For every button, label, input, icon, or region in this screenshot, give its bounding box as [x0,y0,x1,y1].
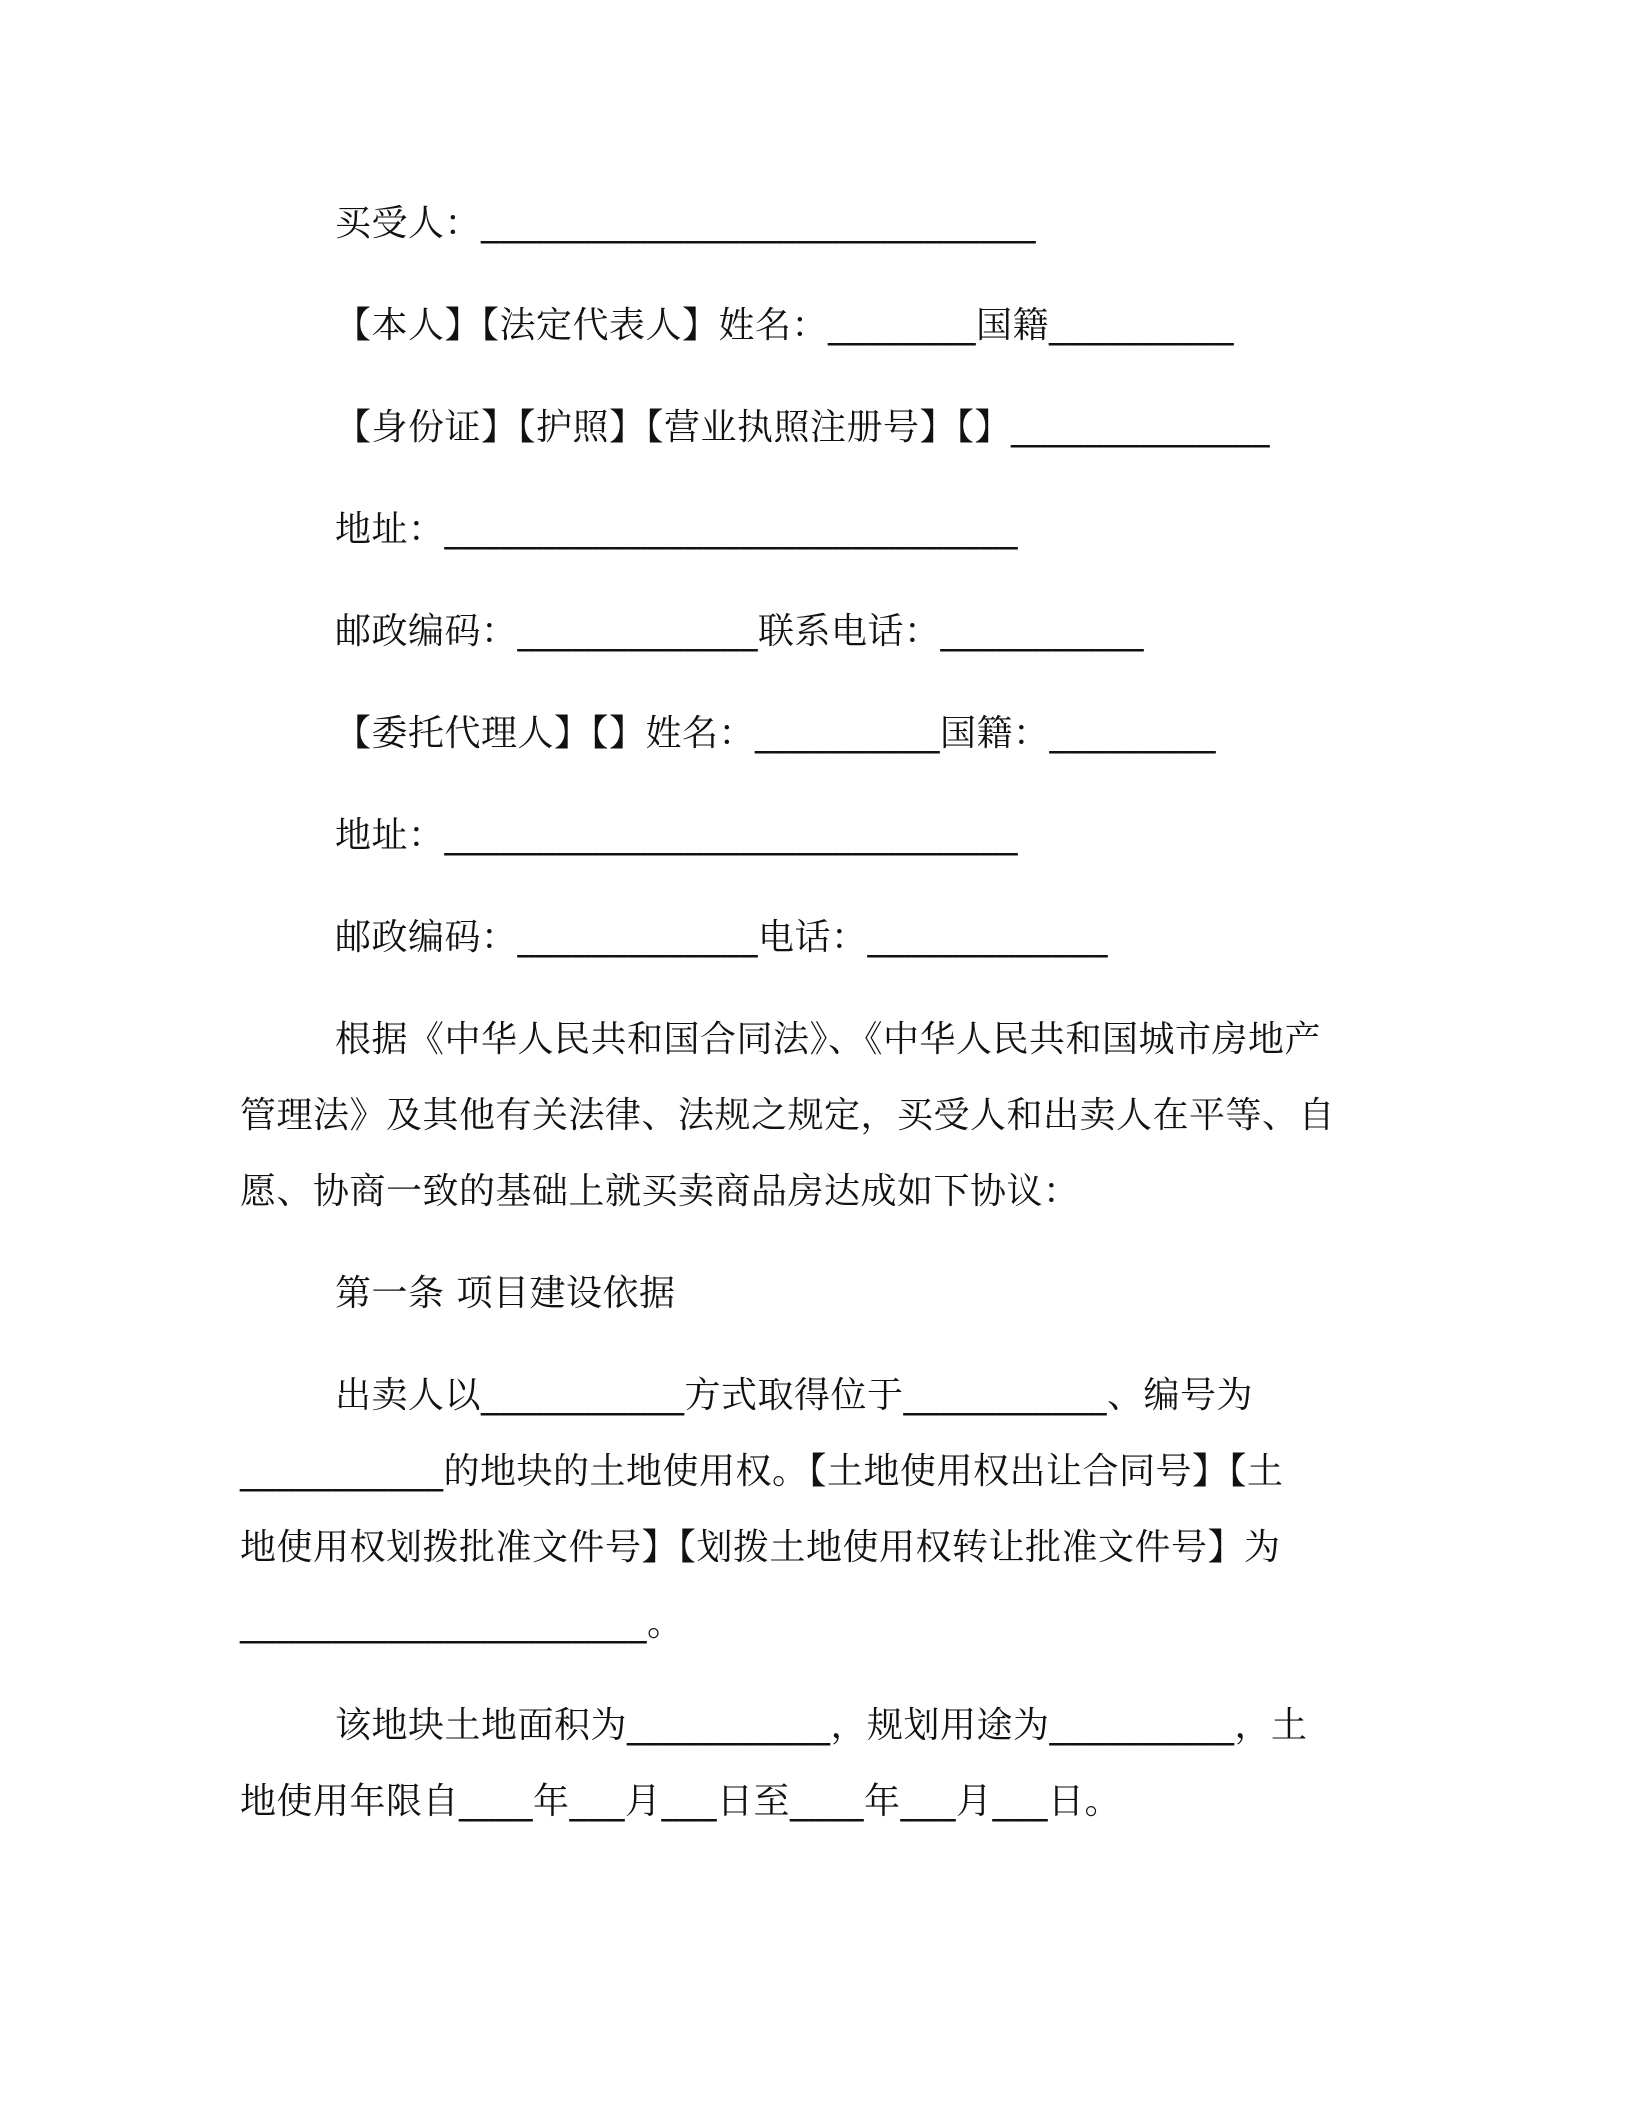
preamble-line-1: 根据《中华人民共和国合同法》、《中华人民共和国城市房地产 [335,1019,1322,1060]
buyer-line: 买受人：______________________________ [335,203,1037,244]
article1-p2-line-1: 该地块土地面积为___________，规划用途为__________，土 [335,1705,1308,1746]
id-document-line: 【身份证】【护照】【营业执照注册号】【】______________ [335,407,1271,448]
article1-heading: 第一条 项目建设依据 [335,1273,676,1314]
agent-line: 【委托代理人】【】姓名：__________国籍：_________ [335,713,1217,754]
article1-p1-line-3: 地使用权划拨批准文件号】【划拨土地使用权转让批准文件号】为 [240,1527,1281,1568]
article1-p1-line-1: 出卖人以___________方式取得位于___________、编号为 [335,1375,1254,1416]
article1-p1-line-4: ______________________。 [240,1603,684,1644]
postal-phone-line: 邮政编码：_____________联系电话：___________ [335,611,1145,652]
preamble-line-3: 愿、协商一致的基础上就买卖商品房达成如下协议： [240,1171,1080,1212]
agent-postal-phone-line: 邮政编码：_____________电话：_____________ [335,917,1109,958]
address-line: 地址：_______________________________ [335,509,1019,550]
preamble-line-2: 管理法》及其他有关法律、法规之规定，买受人和出卖人在平等、自 [240,1095,1336,1136]
article1-p2-line-2: 地使用年限自____年___月___日至____年___月___日。 [240,1781,1122,1822]
article1-p1-line-2: ___________的地块的土地使用权。【土地使用权出让合同号】【土 [240,1451,1284,1492]
agent-address-line: 地址：_______________________________ [335,815,1019,856]
representative-line: 【本人】【法定代表人】姓名：________国籍__________ [335,305,1235,346]
